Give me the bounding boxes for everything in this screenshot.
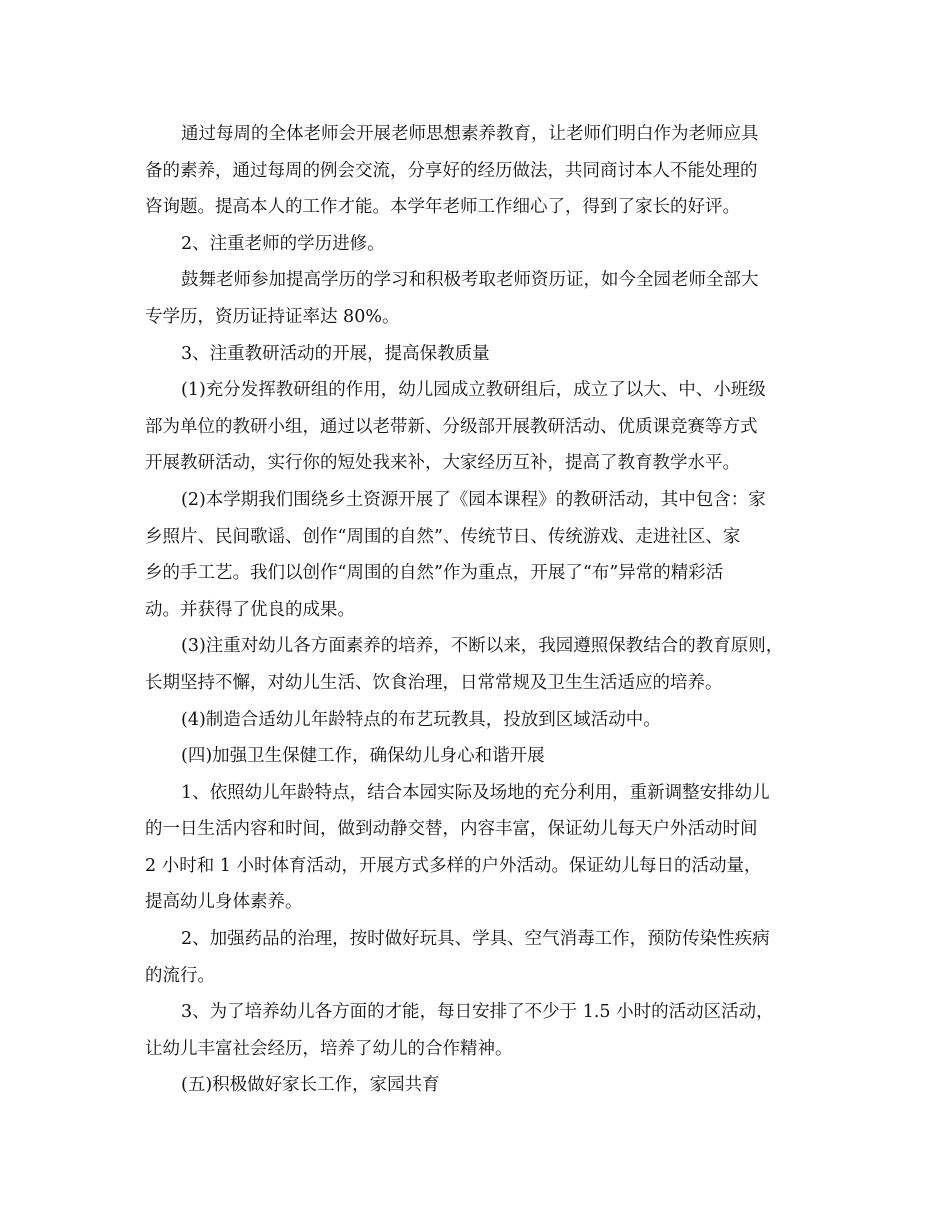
text-line: 长期坚持不懈，对幼儿生活、饮食治理，日常常规及卫生生活适应的培养。 xyxy=(145,672,723,693)
text-line: 的一日生活内容和时间，做到动静交替，内容丰富，保证幼儿每天户外活动时间 xyxy=(145,819,758,840)
text-line: (3)注重对幼儿各方面素养的培养，不断以来，我园遵照保教结合的教育原则， xyxy=(181,636,784,657)
text-line: (1)充分发挥教研组的作用，幼儿园成立教研组后，成立了以大、中、小班级 xyxy=(181,380,766,401)
document-body xyxy=(145,116,825,1104)
text-line: 备的素养，通过每周的例会交流，分享好的经历做法，共同商讨本人不能处理的 xyxy=(145,160,758,181)
text-line: (五)积极做好家长工作，家园共育 xyxy=(181,1075,440,1096)
text-line: 咨询题。提高本人的工作才能。本学年老师工作细心了，得到了家长的好评。 xyxy=(145,197,740,218)
text-line: 动。并获得了优良的成果。 xyxy=(145,599,355,620)
text-line: (四)加强卫生保健工作，确保幼儿身心和谐开展 xyxy=(181,746,545,767)
text-line: 专学历，资历证持证率达 80%。 xyxy=(145,306,400,327)
text-line: 1、依照幼儿年龄特点，结合本园实际及场地的充分利用，重新调整安排幼儿 xyxy=(181,782,770,803)
text-line: 鼓舞老师参加提高学历的学习和积极考取老师资历证，如今全园老师全部大 xyxy=(181,270,759,291)
text-line: 3、为了培养幼儿各方面的才能，每日安排了不少于 1.5 小时的活动区活动， xyxy=(181,1002,774,1023)
text-line: 2、注重老师的学历进修。 xyxy=(181,233,385,254)
text-line: 提高幼儿身体素养。 xyxy=(145,892,303,913)
text-line: 通过每周的全体老师会开展老师思想素养教育，让老师们明白作为老师应具 xyxy=(181,124,759,144)
text-line: (2)本学期我们围绕乡土资源开展了《园本课程》的教研活动，其中包含：家 xyxy=(181,489,766,510)
text-line: 乡的手工艺。我们以创作“周围的自然”作为重点，开展了“布”异常的精彩活 xyxy=(145,563,724,584)
text-line: 3、注重教研活动的开展，提高保教质量 xyxy=(181,343,490,364)
text-line: 2 小时和 1 小时体育活动，开展方式多样的户外活动。保证幼儿每日的活动量， xyxy=(145,855,762,876)
text-line: 乡照片、民间歌谣、创作“周围的自然”、传统节日、传统游戏、走进社区、家 xyxy=(145,526,741,547)
text-line: 2、加强药品的治理，按时做好玩具、学具、空气消毒工作，预防传染性疾病 xyxy=(181,929,770,950)
text-line: (4)制造合适幼儿年龄特点的布艺玩教具，投放到区域活动中。 xyxy=(181,709,661,730)
text-line: 的流行。 xyxy=(145,965,215,986)
text-line: 让幼儿丰富社会经历，培养了幼儿的合作精神。 xyxy=(145,1038,513,1059)
text-line: 部为单位的教研小组，通过以老带新、分级部开展教研活动、优质课竞赛等方式 xyxy=(145,416,758,437)
text-line: 开展教研活动，实行你的短处我来补，大家经历互补，提高了教育教学水平。 xyxy=(145,453,740,474)
